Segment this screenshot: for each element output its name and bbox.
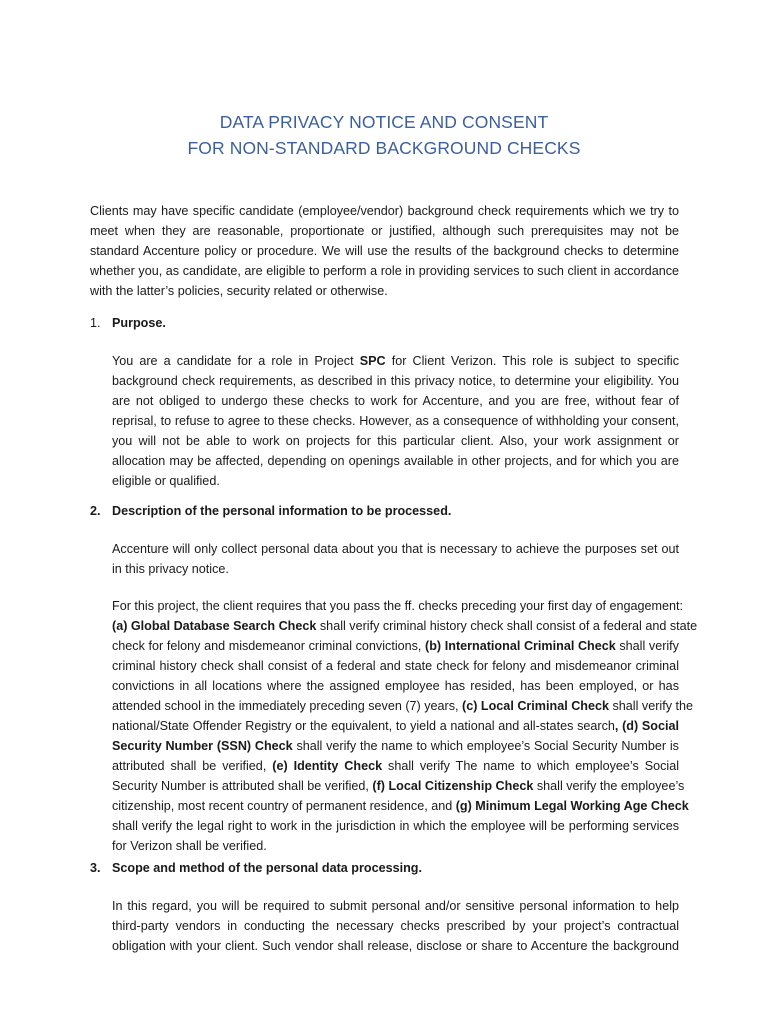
intro-line: standard Accenture policy or procedure. We will use the results of the background checks to determine [90,244,679,258]
paragraph-line: shall verify the legal right to work in the jurisdiction in which the employee will be performing services [112,819,679,833]
section-heading: Purpose. [112,316,166,330]
intro-line: whether you, as candidate, are eligible to perform a role in providing services to such client in accordance [90,264,679,278]
section-heading: Description of the personal information to be processed. [112,504,452,518]
paragraph-line: allocation may be affected, depending on openings available in other projects, and for which you are [112,454,679,468]
paragraph-line: obligation with your client. Such vendor shall release, disclose or share to Accenture the background [112,939,679,953]
paragraph-line: check for felony and misdemeanor criminal convictions, (b) International Criminal Check shall verify [112,639,679,653]
paragraph-line: background check requirements, as described in this privacy notice, to determine your eligibility. You [112,374,679,388]
paragraph-line: for Verizon shall be verified. [112,839,267,853]
intro-line: with the latter’s policies, security related or otherwise. [90,284,388,298]
paragraph-line: third-party vendors in conducting the necessary checks prescribed by your project’s contractual [112,919,679,933]
section-number: 1. [90,316,101,330]
paragraph-line: national/State Offender Registry or the equivalent, to yield a national and all-states search, (d) Social [112,719,679,733]
paragraph-line: Security Number (SSN) Check shall verify the name to which employee’s Social Security Number is [112,739,679,753]
paragraph-line: Security Number is attributed shall be verified, (f) Local Citizenship Check shall verify the employee’s [112,779,685,793]
paragraph-line: citizenship, most recent country of permanent residence, and (g) Minimum Legal Working Age Check [112,799,689,813]
paragraph-line: Accenture will only collect personal data about you that is necessary to achieve the purposes set out [112,542,679,556]
paragraph-line: (a) Global Database Search Check shall verify criminal history check shall consist of a federal and state [112,619,698,633]
paragraph-line: attended school in the immediately preceding seven (7) years, (c) Local Criminal Check shall verify the [112,699,693,713]
section-number: 2. [90,504,101,518]
intro-line: meet when they are reasonable, proportionate or justified, although such prerequisites may not be [90,224,679,238]
section-heading: Scope and method of the personal data processing. [112,861,422,875]
paragraph-line: eligible or qualified. [112,474,220,488]
paragraph-line: reprisal, to refuse to agree to these checks. However, as a consequence of withholding your consent, [112,414,679,428]
section-number: 3. [90,861,101,875]
paragraph-line: you will not be able to work on projects for this particular client. Also, your work assignment or [112,434,679,448]
paragraph-line: convictions in all locations where the assigned employee has resided, has been employed, or has [112,679,679,693]
paragraph-line: In this regard, you will be required to submit personal and/or sensitive personal information to help [112,899,679,913]
document-title-line-2: FOR NON-STANDARD BACKGROUND CHECKS [187,138,581,158]
paragraph-line: criminal history check shall consist of a federal and state check for felony and misdemeanor criminal [112,659,679,673]
paragraph-line: in this privacy notice. [112,562,229,576]
document-title-line-1: DATA PRIVACY NOTICE AND CONSENT [219,112,549,132]
intro-line: Clients may have specific candidate (employee/vendor) background check requirements which we try to [90,204,679,218]
paragraph-line: are not obliged to undergo these checks to work for Accenture, and you are free, without fear of [112,394,679,408]
paragraph-line: attributed shall be verified, (e) Identity Check shall verify The name to which employee’s Social [112,759,679,773]
paragraph-line: You are a candidate for a role in Project SPC for Client Verizon. This role is subject to specific [112,354,679,368]
paragraph-line: For this project, the client requires that you pass the ff. checks preceding your first day of engagement: [112,599,683,613]
